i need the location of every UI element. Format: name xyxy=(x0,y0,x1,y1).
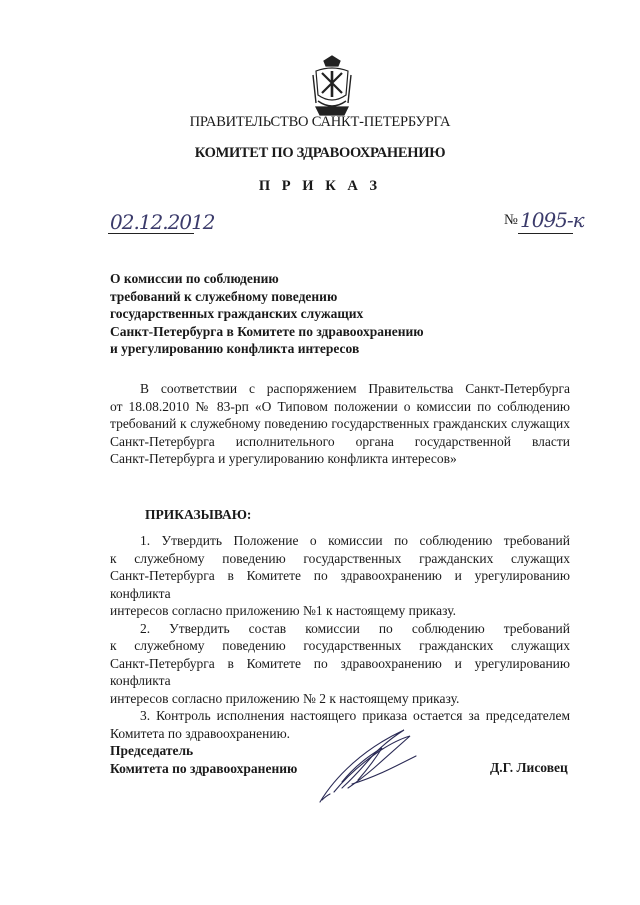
subject-line: государственных гражданских служащих xyxy=(110,306,364,321)
subject-line: О комиссии по соблюдению xyxy=(110,271,279,286)
subject-line: Санкт-Петербурга в Комитете по здравоохранению xyxy=(110,323,424,339)
order-item xyxy=(110,620,570,708)
item-line: интересов согласно приложению № 2 к настоящему приказу. xyxy=(110,690,460,706)
number-underline xyxy=(518,233,573,234)
signatory-title xyxy=(110,742,297,777)
preamble-line: от 18.08.2010 № 83-рп «О Типовом положении о комиссии по соблюдению xyxy=(110,398,570,414)
preamble-line: Санкт-Петербурга и урегулированию конфликта интересов» xyxy=(110,451,457,466)
order-date: 02.12.2012 xyxy=(110,210,215,234)
signatory-title-line: Председатель xyxy=(110,743,194,758)
item-line: Санкт-Петербурга в Комитете по здравоохранению и урегулированию конфликта xyxy=(110,568,570,601)
order-subject xyxy=(110,270,440,358)
order-items xyxy=(110,532,570,742)
committee-name: КОМИТЕТ ПО ЗДРАВООХРАНЕНИЮ xyxy=(194,145,446,161)
number-label: № xyxy=(504,212,518,228)
item-line: к служебному поведению государственных гражданских служащих xyxy=(110,638,570,653)
preamble xyxy=(110,380,570,468)
item-line: 2. Утвердить состав комиссии по соблюдению требований xyxy=(140,620,570,636)
spb-coat-of-arms-icon xyxy=(310,55,354,117)
order-number: 1095-к xyxy=(520,208,584,232)
document-type: П Р И К А З xyxy=(258,178,382,194)
handwritten-signature-icon xyxy=(312,722,422,807)
item-line: 3. Контроль исполнения настоящего приказа остается за председателем xyxy=(140,708,570,723)
signatory-title-line: Комитета по здравоохранению xyxy=(110,760,298,776)
order-word: ПРИКАЗЫВАЮ: xyxy=(145,507,252,522)
item-line: Комитета по здравоохранению. xyxy=(110,725,291,741)
subject-line: требований к служебному поведению xyxy=(110,288,338,304)
signatory-name: Д.Г. Лисовец xyxy=(490,760,568,775)
item-line: 1. Утвердить Положение о комиссии по соблюдению требований xyxy=(140,533,570,548)
item-line: Санкт-Петербурга в Комитете по здравоохранению и урегулированию конфликта xyxy=(110,655,570,688)
subject-line: и урегулированию конфликта интересов xyxy=(110,341,360,356)
government-name: ПРАВИТЕЛЬСТВО САНКТ-ПЕТЕРБУРГА xyxy=(189,114,451,130)
preamble-line: В соответствии с распоряжением Правительства Санкт-Петербурга xyxy=(140,381,570,396)
date-underline xyxy=(108,233,194,234)
preamble-line: требований к служебному поведению государственных гражданских служащих xyxy=(110,416,570,431)
preamble-line: Санкт-Петербурга исполнительного органа государственной власти xyxy=(110,433,570,449)
item-line: к служебному поведению государственных гражданских служащих xyxy=(110,550,570,566)
order-item xyxy=(110,532,570,620)
item-line: интересов согласно приложению №1 к настоящему приказу. xyxy=(110,603,456,618)
